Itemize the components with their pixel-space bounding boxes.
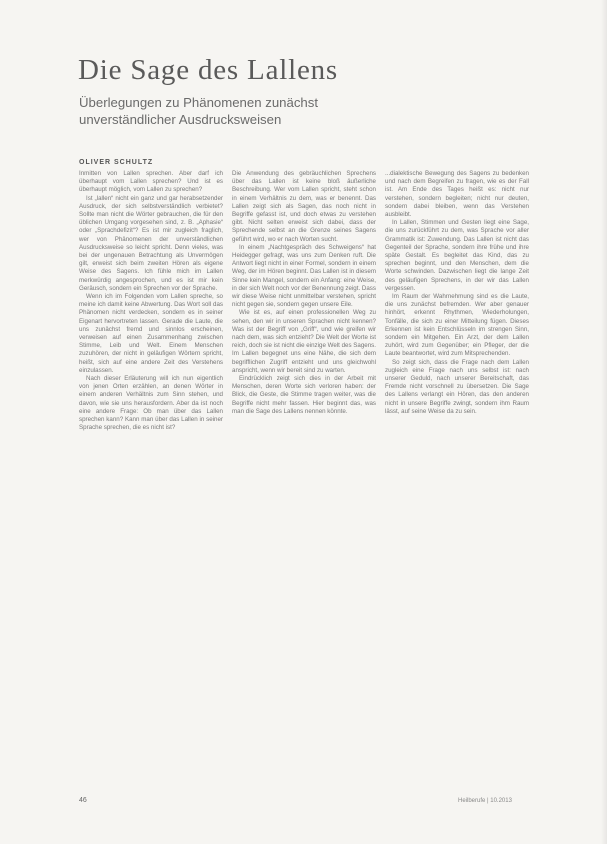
paragraph: Eindrücklich zeigt sich dies in der Arbeit mit Menschen, deren Worte sich verloren haben: der Blick, die Geste, die Stimme tragen weiter, was die Begriffe nicht mehr fassen. Hier beginnt das, was man die Sage des Lallens nennen könnte. bbox=[232, 375, 376, 415]
text-column-1 bbox=[79, 170, 223, 776]
article-subtitle: Überlegungen zu Phänomenen zunächst unverständlicher Ausdrucksweisen bbox=[79, 95, 319, 127]
paragraph: Wie ist es, auf einen professionellen Weg zu sehen, den wir in unseren Sprachen nicht kennen? Was ist der Begriff von „Griff“, und wie greifen wir nach dem, was sich entzieht? Die Welt der Worte ist reich, doch sie ist nicht die einzige Welt des Sagens. Im Lallen begegnet uns eine Nähe, die sich dem begrifflichen Zugriff entzieht und uns gleichwohl anspricht, wenn wir bereit sind zu warten. bbox=[232, 309, 376, 374]
paragraph: Ist „lallen“ nicht ein ganz und gar herabsetzender Ausdruck, der sich selbstverständlich verbietet? Sollte man nicht die Wörter gebrauchen, die für den üblichen Umgang vorgesehen sind, z. B. „Aphasie“ oder „Sprachdefizit“? Es ist mir zugleich fraglich, wer von Phänomenen der unverständlichen Ausdrucksweise so leicht spricht. Denn vieles, was bei der ungenauen Betrachtung als Unvermögen gilt, erweist sich beim zweiten Hören als eigene Weise des Sagens. Ich fühle mich im Lallen merkwürdig angesprochen, und es ist mir kein Geräusch, sondern ein Sprechen vor der Sprache. bbox=[79, 194, 223, 292]
scan-shadow bbox=[601, 0, 607, 844]
page-number: 46 bbox=[79, 797, 87, 804]
paragraph: Nach dieser Erläuterung will ich nun eigentlich von jenen Orten erzählen, an denen Wörter in einem anderen Verhältnis zum Sinn stehen, und davon, wie sie uns herausfordern. Aber da ist noch eine andere Frage: Ob man über das Lallen sprechen kann? Kann man über das Lallen in seiner Sprache sprechen, die es nicht ist? bbox=[79, 375, 223, 432]
paragraph: Die Anwendung des gebräuchlichen Sprechens über das Lallen ist keine bloß äußerliche Beschreibung. Wer vom Lallen spricht, steht schon in einem Verhältnis zu dem, was er benennt. Das Lallen zeigt sich als Sagen, das noch nicht in Begriffe gefasst ist, und doch etwas zu verstehen gibt. Nicht selten erweist sich dabei, dass der Sprechende selbst an die Grenze seines Sagens geführt wird, wo er nach Worten sucht. bbox=[232, 170, 376, 243]
author-name: OLIVER SCHULTZ bbox=[79, 159, 154, 166]
paragraph: Im Raum der Wahrnehmung sind es die Laute, die uns zunächst befremden. Wer aber genauer hinhört, erkennt Rhythmen, Wiederholungen, Tonfälle, die sich zu einer Mitteilung fügen. Dieses Erkennen ist kein Entschlüsseln im strengen Sinn, sondern ein Mitgehen. Ein Arzt, der dem Lallen zuhört, wird zum Gegenüber; ein Pfleger, der die Laute beantwortet, wird zum Mitsprechenden. bbox=[385, 293, 529, 358]
paragraph: In Lallen, Stimmen und Gesten liegt eine Sage, die uns zurückführt zu dem, was Sprache vor aller Grammatik ist: Zuwendung. Das Lallen ist nicht das Gegenteil der Sprache, sondern ihre frühe und ihre späte Gestalt. Es begleitet das Kind, das zu sprechen beginnt, und den Menschen, dem die Worte schwinden. Dazwischen liegt die lange Zeit des geläufigen Sprechens, in der wir das Lallen vergessen. bbox=[385, 219, 529, 292]
paragraph: So zeigt sich, dass die Frage nach dem Lallen zugleich eine Frage nach uns selbst ist: nach unserer Geduld, nach unserer Bereitschaft, das Fremde nicht vorschnell zu übersetzen. Die Sage des Lallens verlangt ein Hören, das den anderen nicht in unsere Begriffe zwingt, sondern ihm Raum lässt, auf seine Weise da zu sein. bbox=[385, 358, 529, 415]
article-title: Die Sage des Lallens bbox=[78, 54, 339, 86]
text-column-3 bbox=[385, 170, 529, 776]
paragraph: Inmitten von Lallen sprechen. Aber darf ich überhaupt vom Lallen sprechen? Und ist es überhaupt möglich, vom Lallen zu sprechen? bbox=[79, 170, 223, 194]
journal-footer: Heilberufe | 10.2013 bbox=[458, 798, 512, 804]
paragraph: In einem „Nachtgespräch des Schweigens“ hat Heidegger gefragt, was uns zum Denken ruft. Die Antwort liegt nicht in einer Formel, sondern in einem Weg, der im Hören beginnt. Das Lallen ist in diesem Sinne kein Mangel, sondern ein Anfang: eine Weise, in der sich Welt noch vor der Benennung zeigt. Dass wir diese Weise nicht unmittelbar verstehen, spricht nicht gegen sie, sondern gegen unsere Eile. bbox=[232, 243, 376, 309]
paragraph: Wenn ich im Folgenden vom Lallen spreche, so meine ich damit keine Abwertung. Das Wort soll das Phänomen nicht verdecken, sondern es in seiner Eigenart hervortreten lassen. Gerade die Laute, die uns zunächst fremd und sinnlos erscheinen, verweisen auf einen Zusammenhang zwischen Stimme, Leib und Welt. Einem Menschen zuzuhören, der nicht in geläufigen Wörtern spricht, heißt, sich auf eine andere Zeit des Verstehens einzulassen. bbox=[79, 293, 223, 374]
paragraph: ...dialektische Bewegung des Sagens zu bedenken und nach dem Begreifen zu fragen, wie es der Fall ist. Am Ende des Tages heißt es: nicht nur verstehen, sondern begleiten; nicht nur deuten, sondern dabei bleiben, wenn das Verstehen ausbleibt. bbox=[385, 170, 529, 219]
text-column-2 bbox=[232, 170, 376, 776]
